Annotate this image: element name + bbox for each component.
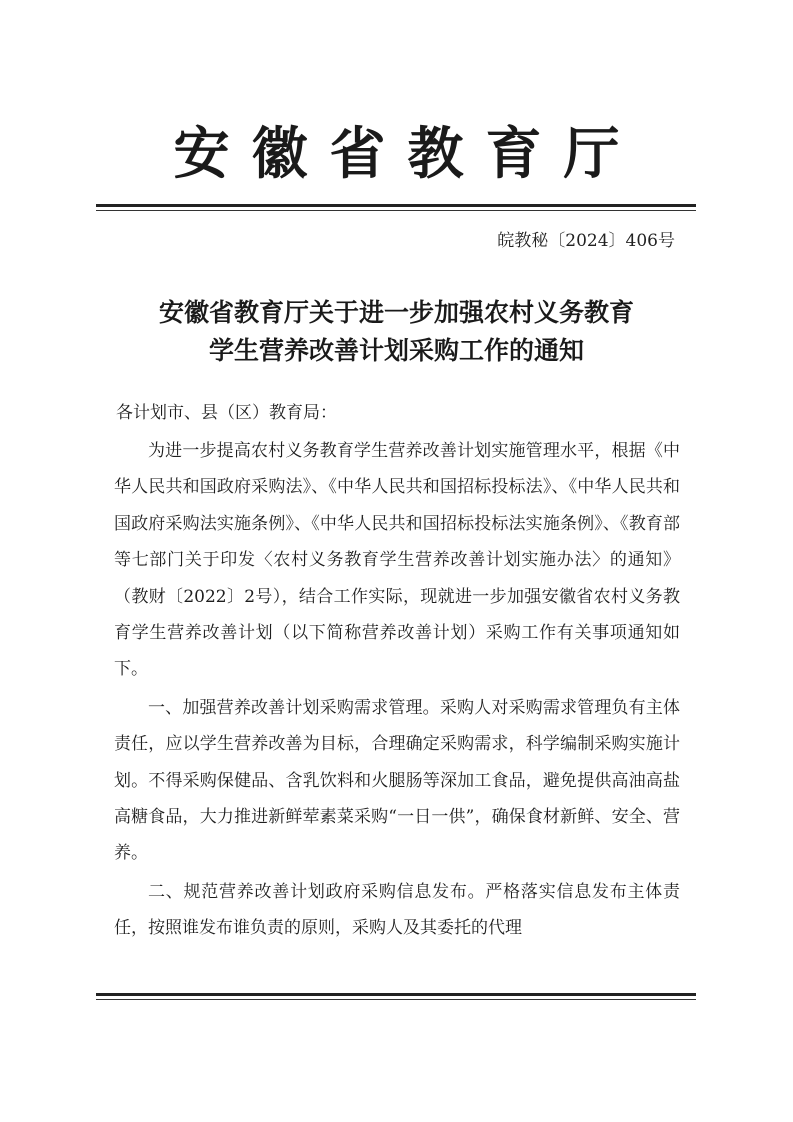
paragraph-section-1: 一、加强营养改善计划采购需求管理。采购人对采购需求管理负有主体责任，应以学生营养改善为目标，合理确定采购需求，科学编制采购实施计划。不得采购保健品、含乳饮料和火腿肠等深加工食品，避免提供高油高盐高糖食品，大力推进新鲜荤素菜采购“一日一供”，确保食材新鲜、安全、营养。 (114, 697, 680, 864)
footer-rule-thick (96, 993, 696, 996)
paragraph-section-2: 二、规范营养改善计划政府采购信息发布。严格落实信息发布主体责任，按照谁发布谁负责的原则，采购人及其委托的代理 (114, 881, 680, 939)
footer-rule-thin (96, 999, 696, 1000)
letterhead-title: 安徽省教育厅 (173, 121, 642, 187)
document-title-line-1: 安徽省教育厅关于进一步加强农村义务教育 (158, 298, 634, 327)
document-title (0, 294, 793, 370)
letterhead-rule-thin (96, 210, 696, 211)
paragraph-intro: 为进一步提高农村义务教育学生营养改善计划实施管理水平，根据《中华人民共和国政府采购法》、《中华人民共和国招标投标法》、《中华人民共和国政府采购法实施条例》、《中华人民共和国招标投标法实施条例》、《教育部等七部门关于印发〈农村义务教育学生营养改善计划实施办法〉的通知》（教财〔2022〕2号），结合工作实际，现就进一步加强安徽省农村义务教育学生营养改善计划（以下简称营养改善计划）采购工作有关事项通知如下。 (114, 441, 680, 680)
document-number: 皖教秘〔2024〕406号 (497, 231, 675, 251)
letterhead-rule-thick (96, 204, 696, 207)
document-title-line-2: 学生营养改善计划采购工作的通知 (208, 336, 584, 365)
body-text (114, 433, 680, 949)
recipient-line: 各计划市、县（区）教育局： (116, 403, 337, 423)
